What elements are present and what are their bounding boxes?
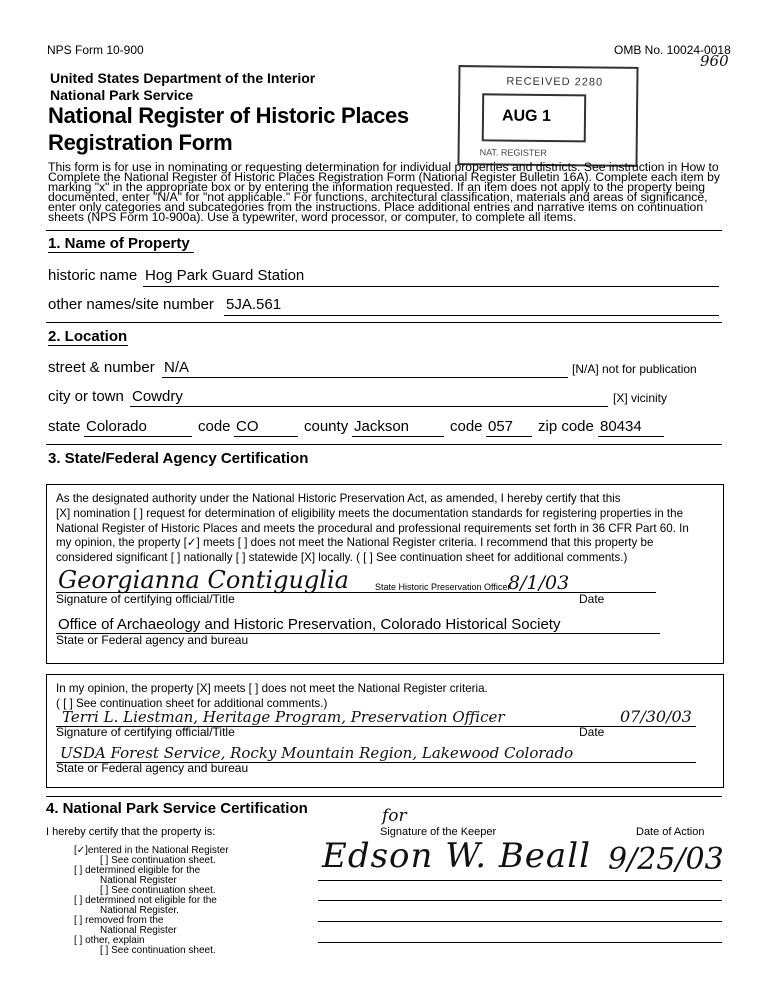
stamp-date-box: [482, 93, 586, 142]
state-label: state: [48, 418, 81, 435]
continuation-option[interactable]: [ ] See continuation sheet.: [100, 945, 216, 956]
agency-label: State or Federal agency and bureau: [56, 633, 249, 647]
keeper-date: 9/25/03: [608, 842, 724, 877]
instruction-line: sheets (NPS Form 10-900a). Use a typewriter, word processor, or computer, to complete all items.: [48, 210, 577, 224]
field-line: [352, 436, 444, 437]
cert-line: As the designated authority under the National Historic Preservation Act, as amended, I hereby certify that this: [56, 492, 621, 505]
zip-value[interactable]: 80434: [600, 418, 642, 435]
section-rule: [46, 230, 722, 231]
certifying-signature: Georgianna Contiguglia: [58, 566, 349, 594]
keeper-line: [318, 942, 722, 943]
stamp-nat-register: NAT. REGISTER: [479, 147, 548, 158]
instruction-line: Complete the National Register of Historic Places Registration Form (National Register Bulletin 16A). Complete each item by: [48, 170, 720, 184]
date-of-action-label: Date of Action: [636, 826, 705, 838]
agency-label: State or Federal agency and bureau: [56, 761, 249, 775]
official-title-typed: State Historic Preservation Officer: [375, 582, 511, 592]
signature-label: Signature of certifying official/Title: [56, 592, 235, 606]
keeper-line: [318, 880, 722, 881]
second-agency-value[interactable]: USDA Forest Service, Rocky Mountain Region, Lakewood Colorado: [60, 744, 574, 762]
city-value[interactable]: Cowdry: [132, 388, 183, 405]
field-line: [486, 436, 532, 437]
continuation-option[interactable]: [ ] See continuation sheet.: [100, 885, 216, 896]
field-line: [162, 377, 568, 378]
instruction-line: This form is for use in nominating or requesting determination for individual properties and districts. See instruction in How to: [48, 160, 719, 174]
second-signature: Terri L. Liestman, Heritage Program, Preservation Officer: [62, 708, 505, 726]
form-title-line1: National Register of Historic Places: [48, 103, 409, 128]
entered-option[interactable]: [✓]entered in the National Register: [74, 845, 229, 856]
other-option[interactable]: [ ] other, explain: [74, 935, 145, 946]
omb-handwritten-note: 960: [700, 52, 729, 70]
certification-text: [56, 492, 720, 566]
field-line: [84, 436, 192, 437]
historic-name-value[interactable]: Hog Park Guard Station: [145, 267, 305, 284]
form-title-line2: Registration Form: [48, 130, 233, 155]
historic-name-label: historic name: [48, 267, 138, 284]
field-line: [234, 436, 298, 437]
county-value[interactable]: Jackson: [354, 418, 410, 435]
keeper-signature: Edson W. Beall: [322, 836, 591, 876]
signature-label: Signature of certifying official/Title: [56, 725, 235, 739]
instruction-line: documented, enter "N/A" for "not applicable." For functions, architectural classification, materials and areas of significance,: [48, 190, 708, 204]
omb-number: OMB No. 10024-0018: [614, 43, 731, 57]
stamp-received-text: RECEIVED 2280: [506, 75, 604, 89]
department-name: United States Department of the Interior: [50, 70, 316, 86]
date-label: Date: [579, 725, 605, 739]
county-code-label: code: [450, 418, 483, 435]
agency-value[interactable]: Office of Archaeology and Historic Preservation, Colorado Historical Society: [58, 616, 561, 633]
form-id: NPS Form 10-900: [47, 43, 144, 57]
determined-eligible-option[interactable]: [ ] determined eligible for the: [74, 865, 201, 876]
keeper-line: [318, 921, 722, 922]
not-for-publication[interactable]: [N/A] not for publication: [572, 362, 697, 376]
field-line: [130, 406, 608, 407]
section2-heading: 2. Location: [48, 328, 128, 345]
section-rule: [46, 322, 722, 323]
instructions: [48, 162, 724, 222]
not-eligible-option[interactable]: [ ] determined not eligible for the: [74, 895, 217, 906]
cert-line: National Register of Historic Places and meets the procedural and professional requirements set forth in 36 CFR Part 60. In: [56, 521, 689, 535]
county-code-value[interactable]: 057: [488, 418, 514, 435]
section4-heading: 4. National Park Service Certification: [46, 800, 308, 817]
date-label: Date: [579, 592, 605, 606]
section1-heading: 1. Name of Property: [48, 235, 190, 252]
cert-line: my opinion, the property [✓] meets [ ] does not meet the National Register criteria. I recommend that this property be: [56, 536, 654, 550]
section3-heading: 3. State/Federal Agency Certification: [48, 450, 309, 467]
instruction-line: marking "x" in the appropriate box or by entering the information requested. If an item does not apply to the property being: [48, 180, 706, 194]
second-signature-date: 07/30/03: [620, 707, 692, 726]
street-value[interactable]: N/A: [164, 359, 190, 376]
state-value[interactable]: Colorado: [86, 418, 147, 435]
field-line: [143, 286, 719, 287]
stamp-date: AUG 1: [501, 107, 551, 126]
agency-name: National Park Service: [50, 87, 194, 103]
opinion-line: ( [ ] See continuation sheet for additional comments.): [56, 696, 328, 710]
other-names-label: other names/site number: [48, 296, 214, 313]
keeper-line: [318, 900, 722, 901]
keeper-label: Signature of the Keeper: [380, 826, 497, 838]
received-stamp: [457, 65, 638, 167]
cert-line: [X] nomination [ ] request for determination of eligibility meets the documentation standards for registering properties in the: [56, 506, 684, 520]
cert-line: considered significant [ ] nationally [ ] statewide [X] locally. ( [ ] See continuation sheet for additional comments.): [56, 551, 628, 565]
section-rule: [46, 796, 722, 797]
other-names-value[interactable]: 5JA.561: [226, 296, 282, 313]
option-detail: National Register: [100, 925, 177, 936]
city-label: city or town: [48, 388, 124, 405]
section-rule: [46, 444, 722, 445]
certify-statement: I hereby certify that the property is:: [46, 826, 216, 838]
option-detail: National Register: [100, 875, 177, 886]
instruction-line: enter only categories and subcategories from the instructions. Place additional entries and narrative items on continuation: [48, 200, 704, 214]
street-label: street & number: [48, 359, 155, 376]
certification-date: 8/1/03: [508, 572, 570, 594]
heading-underline: [48, 252, 194, 253]
for-note: for: [382, 806, 407, 826]
heading-underline: [48, 345, 128, 346]
continuation-option[interactable]: [ ] See continuation sheet.: [100, 855, 216, 866]
field-line: [598, 436, 664, 437]
county-label: county: [304, 418, 349, 435]
option-detail: National Register.: [100, 905, 179, 916]
field-line: [224, 315, 719, 316]
vicinity-checkbox[interactable]: [X] vicinity: [613, 391, 668, 405]
removed-option[interactable]: [ ] removed from the: [74, 915, 164, 926]
zip-label: zip code: [538, 418, 594, 435]
opinion-line: In my opinion, the property [X] meets [ ] does not meet the National Register criteria.: [56, 682, 488, 695]
state-code-value[interactable]: CO: [236, 418, 259, 435]
state-code-label: code: [198, 418, 231, 435]
